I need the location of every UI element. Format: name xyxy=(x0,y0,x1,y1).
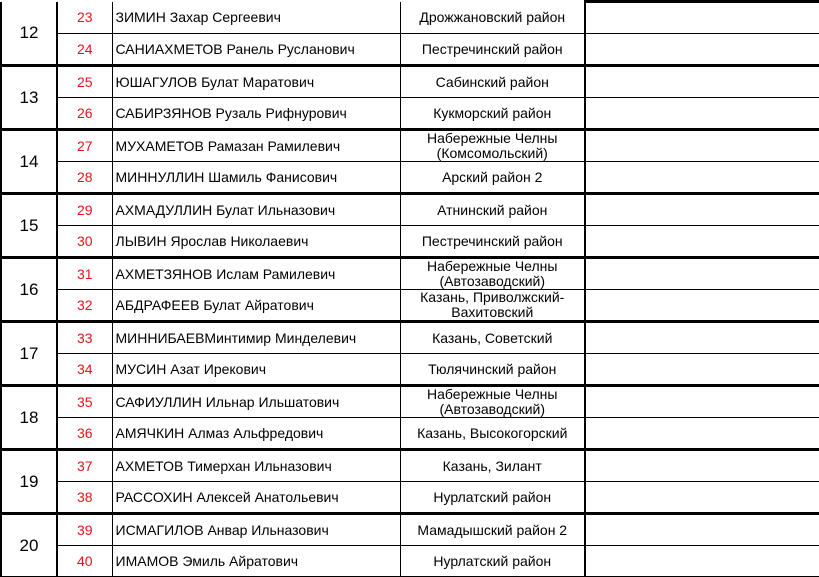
table-row xyxy=(1,66,819,98)
region-cell[interactable] xyxy=(400,226,585,258)
participant-number-cell[interactable]: 23 xyxy=(57,2,112,34)
region-text: Пестречинский район xyxy=(421,232,563,249)
participant-number-cell[interactable]: 39 xyxy=(57,514,112,546)
empty-cell[interactable] xyxy=(585,130,819,162)
region-text: Нурлатский район xyxy=(433,552,552,569)
region-cell[interactable] xyxy=(400,514,585,546)
empty-cell[interactable] xyxy=(585,482,819,514)
region-text: Мамадышский район 2 xyxy=(417,521,568,538)
participant-number-cell[interactable]: 24 xyxy=(57,34,112,66)
participant-name-cell[interactable]: АХМЕТОВ Тимерхан Ильназович xyxy=(112,450,400,482)
participant-name-cell[interactable]: АБДРАФЕЕВ Булат Айратович xyxy=(112,290,400,322)
table-row xyxy=(1,514,819,546)
region-cell[interactable] xyxy=(400,290,585,322)
region-text: Пестречинский район xyxy=(421,40,563,57)
participants-table-body xyxy=(1,2,819,577)
table-row xyxy=(1,354,819,386)
participant-number-cell[interactable]: 33 xyxy=(57,322,112,354)
empty-cell[interactable] xyxy=(585,322,819,354)
table-row xyxy=(1,482,819,514)
participant-name-cell[interactable]: САНИАХМЕТОВ Ранель Русланович xyxy=(112,34,400,66)
empty-cell[interactable] xyxy=(585,546,819,577)
empty-cell[interactable] xyxy=(585,2,819,34)
participant-number-cell[interactable]: 26 xyxy=(57,98,112,130)
region-cell[interactable] xyxy=(400,2,585,34)
participant-number-cell[interactable]: 36 xyxy=(57,418,112,450)
region-cell[interactable] xyxy=(400,546,585,577)
empty-cell[interactable] xyxy=(585,162,819,194)
empty-cell[interactable] xyxy=(585,418,819,450)
table-row xyxy=(1,450,819,482)
participant-number-cell[interactable]: 40 xyxy=(57,546,112,577)
region-text: Казань, Зилант xyxy=(442,457,542,474)
table-row xyxy=(1,546,819,577)
region-text: Кукморский район xyxy=(433,104,552,121)
participant-number-cell[interactable]: 37 xyxy=(57,450,112,482)
empty-cell[interactable] xyxy=(585,226,819,258)
participant-name-cell[interactable]: ЮШАГУЛОВ Булат Маратович xyxy=(112,66,400,98)
region-cell[interactable] xyxy=(400,482,585,514)
table-row xyxy=(1,162,819,194)
participant-name-cell[interactable]: САФИУЛЛИН Ильнар Ильшатович xyxy=(112,386,400,418)
pair-number-cell[interactable]: 19 xyxy=(1,450,57,514)
region-cell[interactable] xyxy=(400,66,585,98)
pair-number-cell[interactable]: 17 xyxy=(1,322,57,386)
participant-name-cell[interactable]: МИННУЛЛИН Шамиль Фанисович xyxy=(112,162,400,194)
region-text: Набережные Челны (Автозаводский) xyxy=(427,258,558,289)
region-cell[interactable] xyxy=(400,450,585,482)
table-row xyxy=(1,130,819,162)
participant-name-cell[interactable]: АХМАДУЛЛИН Булат Ильназович xyxy=(112,194,400,226)
region-cell[interactable] xyxy=(400,162,585,194)
pair-number-cell[interactable]: 12 xyxy=(1,2,57,66)
table-row xyxy=(1,34,819,66)
table-row xyxy=(1,258,819,290)
pair-number-cell[interactable]: 14 xyxy=(1,130,57,194)
region-text: Набережные Челны (Автозаводский) xyxy=(427,386,558,417)
region-text: Нурлатский район xyxy=(433,488,552,505)
region-cell[interactable] xyxy=(400,34,585,66)
participant-number-cell[interactable]: 27 xyxy=(57,130,112,162)
participant-name-cell[interactable]: ИМАМОВ Эмиль Айратович xyxy=(112,546,400,577)
participant-name-cell[interactable]: МИННИБАЕВМинтимир Минделевич xyxy=(112,322,400,354)
table-row xyxy=(1,98,819,130)
participant-number-cell[interactable]: 31 xyxy=(57,258,112,290)
region-text: Казань, Советский xyxy=(432,329,553,346)
table-row xyxy=(1,290,819,322)
participant-number-cell[interactable]: 34 xyxy=(57,354,112,386)
empty-cell[interactable] xyxy=(585,66,819,98)
region-cell[interactable] xyxy=(400,418,585,450)
empty-cell[interactable] xyxy=(585,98,819,130)
table-row xyxy=(1,418,819,450)
region-cell[interactable] xyxy=(400,354,585,386)
region-text: Тюлячинский район xyxy=(428,360,557,377)
region-text: Сабинский район xyxy=(435,73,549,90)
region-text: Атнинский район xyxy=(437,201,548,218)
region-text: Казань, Приволжский-Вахитовский xyxy=(420,289,565,320)
participant-name-cell[interactable]: ЗИМИН Захар Сергеевич xyxy=(112,2,400,34)
table-row xyxy=(1,2,819,34)
region-cell[interactable] xyxy=(400,386,585,418)
participant-name-cell[interactable]: АХМЕТЗЯНОВ Ислам Рамилевич xyxy=(112,258,400,290)
participant-number-cell[interactable]: 38 xyxy=(57,482,112,514)
pair-number-cell[interactable]: 18 xyxy=(1,386,57,450)
region-cell[interactable] xyxy=(400,130,585,162)
empty-cell[interactable] xyxy=(585,386,819,418)
region-text: Дрожжановский район xyxy=(419,8,566,25)
participant-name-cell[interactable]: ЛЫВИН Ярослав Николаевич xyxy=(112,226,400,258)
region-text: Казань, Высокогорский xyxy=(417,424,568,441)
participant-name-cell[interactable]: МУХАМЕТОВ Рамазан Рамилевич xyxy=(112,130,400,162)
region-cell[interactable] xyxy=(400,98,585,130)
empty-cell[interactable] xyxy=(585,290,819,322)
participant-number-cell[interactable]: 35 xyxy=(57,386,112,418)
empty-cell[interactable] xyxy=(585,258,819,290)
empty-cell[interactable] xyxy=(585,34,819,66)
participant-number-cell[interactable]: 30 xyxy=(57,226,112,258)
region-text: Набережные Челны (Комсомольский) xyxy=(427,130,558,161)
region-cell[interactable] xyxy=(400,258,585,290)
participant-number-cell[interactable]: 28 xyxy=(57,162,112,194)
region-cell[interactable] xyxy=(400,194,585,226)
table-row xyxy=(1,194,819,226)
empty-cell[interactable] xyxy=(585,354,819,386)
table-row xyxy=(1,226,819,258)
table-row xyxy=(1,322,819,354)
participant-name-cell[interactable]: РАССОХИН Алексей Анатольевич xyxy=(112,482,400,514)
empty-cell[interactable] xyxy=(585,194,819,226)
pair-number-cell[interactable]: 13 xyxy=(1,66,57,130)
empty-cell[interactable] xyxy=(585,450,819,482)
region-cell[interactable] xyxy=(400,322,585,354)
participant-number-cell[interactable]: 29 xyxy=(57,194,112,226)
table-row xyxy=(1,386,819,418)
pair-number-cell[interactable]: 16 xyxy=(1,258,57,322)
region-text: Арский район 2 xyxy=(442,168,543,185)
participant-number-cell[interactable]: 25 xyxy=(57,66,112,98)
pair-number-cell[interactable]: 15 xyxy=(1,194,57,258)
participant-name-cell[interactable]: АМЯЧКИН Алмаз Альфредович xyxy=(112,418,400,450)
empty-cell[interactable] xyxy=(585,514,819,546)
participant-name-cell[interactable]: ИСМАГИЛОВ Анвар Ильназович xyxy=(112,514,400,546)
participant-name-cell[interactable]: МУСИН Азат Ирекович xyxy=(112,354,400,386)
pair-number-cell[interactable]: 20 xyxy=(1,514,57,577)
participant-number-cell[interactable]: 32 xyxy=(57,290,112,322)
participant-name-cell[interactable]: САБИРЗЯНОВ Рузаль Рифнурович xyxy=(112,98,400,130)
